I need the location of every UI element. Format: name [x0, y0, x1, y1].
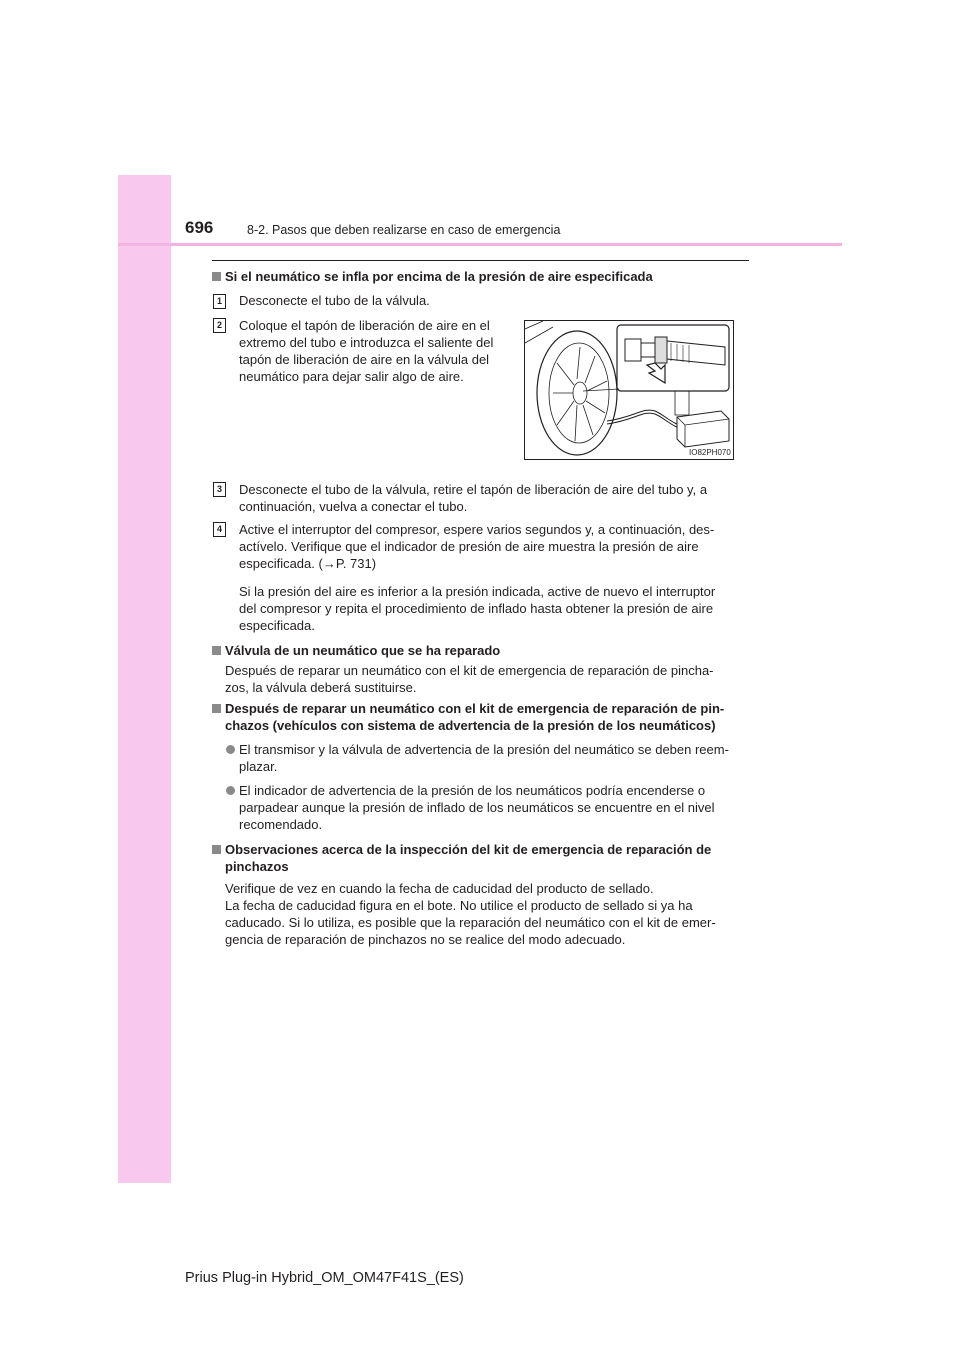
inspection-line: gencia de reparación de pinchazos no se realice del modo adecuado. — [225, 932, 626, 947]
note-line: especificada. — [239, 618, 315, 633]
page-number: 696 — [185, 218, 214, 237]
figure-code: IO82PH070 — [689, 448, 731, 457]
heading-line: Después de reparar un neumático con el kit de emergencia de reparación de pin- — [225, 701, 725, 716]
step-4-line: Active el interruptor del compresor, espere varios segundos y, a continuación, des- — [239, 522, 715, 537]
bullet-line: parpadear aunque la presión de inflado de los neumáticos se encuentre en el nivel — [239, 800, 715, 815]
step-1-line: Desconecte el tubo de la válvula. — [239, 293, 430, 308]
step-4-line: actívelo. Verifique que el indicador de presión de aire muestra la presión de aire — [239, 539, 699, 554]
inspection-line: Verifique de vez en cuando la fecha de caducidad del producto de sellado. — [225, 881, 654, 896]
heading-inspection — [225, 841, 749, 875]
section-marker-icon — [212, 646, 221, 655]
bullet-icon — [226, 745, 235, 754]
bullet-2-text — [239, 782, 749, 833]
note-line: Si la presión del aire es inferior a la presión indicada, active de nuevo el interruptor — [239, 584, 716, 599]
valve-line: zos, la válvula deberá sustituirse. — [225, 680, 417, 695]
tire-wheel-icon — [537, 331, 617, 455]
bullet-line: El indicador de advertencia de la presión de los neumáticos podría encenderse o — [239, 783, 706, 798]
valve-text — [225, 662, 749, 696]
step-2-line: Coloque el tapón de liberación de aire en el — [239, 318, 490, 333]
step-number-3: 3 — [213, 482, 226, 497]
inspection-line: caducado. Si lo utiliza, es posible que la reparación del neumático con el kit de emer- — [225, 915, 716, 930]
heading-overinflated: Si el neumático se infla por encima de la presión de aire especificada — [225, 269, 653, 284]
inspection-text — [225, 880, 749, 948]
step-number-2: 2 — [213, 318, 226, 333]
step-number-1: 1 — [213, 294, 226, 309]
bullet-1-text — [239, 741, 749, 775]
bullet-line: El transmisor y la válvula de advertencia de la presión del neumático se deben reem- — [239, 742, 729, 757]
compressor-icon — [675, 389, 729, 447]
step-2-line: neumático para dejar salir algo de aire. — [239, 369, 464, 384]
tire-illustration — [524, 320, 734, 460]
step-3-line: Desconecte el tubo de la válvula, retire el tapón de liberación de aire del tubo y, a — [239, 482, 708, 497]
bullet-line: recomendado. — [239, 817, 323, 832]
heading-line: chazos (vehículos con sistema de advertencia de la presión de los neumáticos) — [225, 718, 716, 733]
heading-line: pinchazos — [225, 859, 289, 874]
note-line: del compresor y repita el procedimiento de inflado hasta obtener la presión de aire — [239, 601, 714, 616]
heading-line: Observaciones acerca de la inspección del kit de emergencia de reparación de — [225, 842, 712, 857]
bullet-icon — [226, 786, 235, 795]
step-4-line: especificada. (→P. 731) — [239, 556, 377, 571]
step-3-line: continuación, vuelva a conectar el tubo. — [239, 499, 468, 514]
footer-doc-id: Prius Plug-in Hybrid_OM_OM47F41S_(ES) — [185, 1270, 464, 1286]
sidebar-tab — [118, 175, 171, 1183]
section-title: 8-2. Pasos que deben realizarse en caso de emergencia — [247, 223, 561, 237]
section-marker-icon — [212, 845, 221, 854]
heading-valve: Válvula de un neumático que se ha reparado — [225, 643, 501, 658]
content-top-rule — [212, 260, 749, 261]
section-marker-icon — [212, 704, 221, 713]
bullet-line: plazar. — [239, 759, 278, 774]
step-4-text — [239, 521, 749, 572]
step-2-line: tapón de liberación de aire en la válvula del — [239, 352, 490, 367]
step-1-text — [239, 292, 749, 309]
note-text — [239, 583, 749, 634]
step-number-4: 4 — [213, 522, 226, 537]
heading-after-repair — [225, 700, 749, 734]
header-rule — [118, 243, 842, 246]
valve-line: Después de reparar un neumático con el kit de emergencia de reparación de pincha- — [225, 663, 714, 678]
section-marker-icon — [212, 272, 221, 281]
step-2-line: extremo del tubo e introduzca el saliente del — [239, 335, 494, 350]
inspection-line: La fecha de caducidad figura en el bote. No utilice el producto de sellado si ya ha — [225, 898, 693, 913]
step-2-text — [239, 317, 507, 385]
step-3-text — [239, 481, 749, 515]
